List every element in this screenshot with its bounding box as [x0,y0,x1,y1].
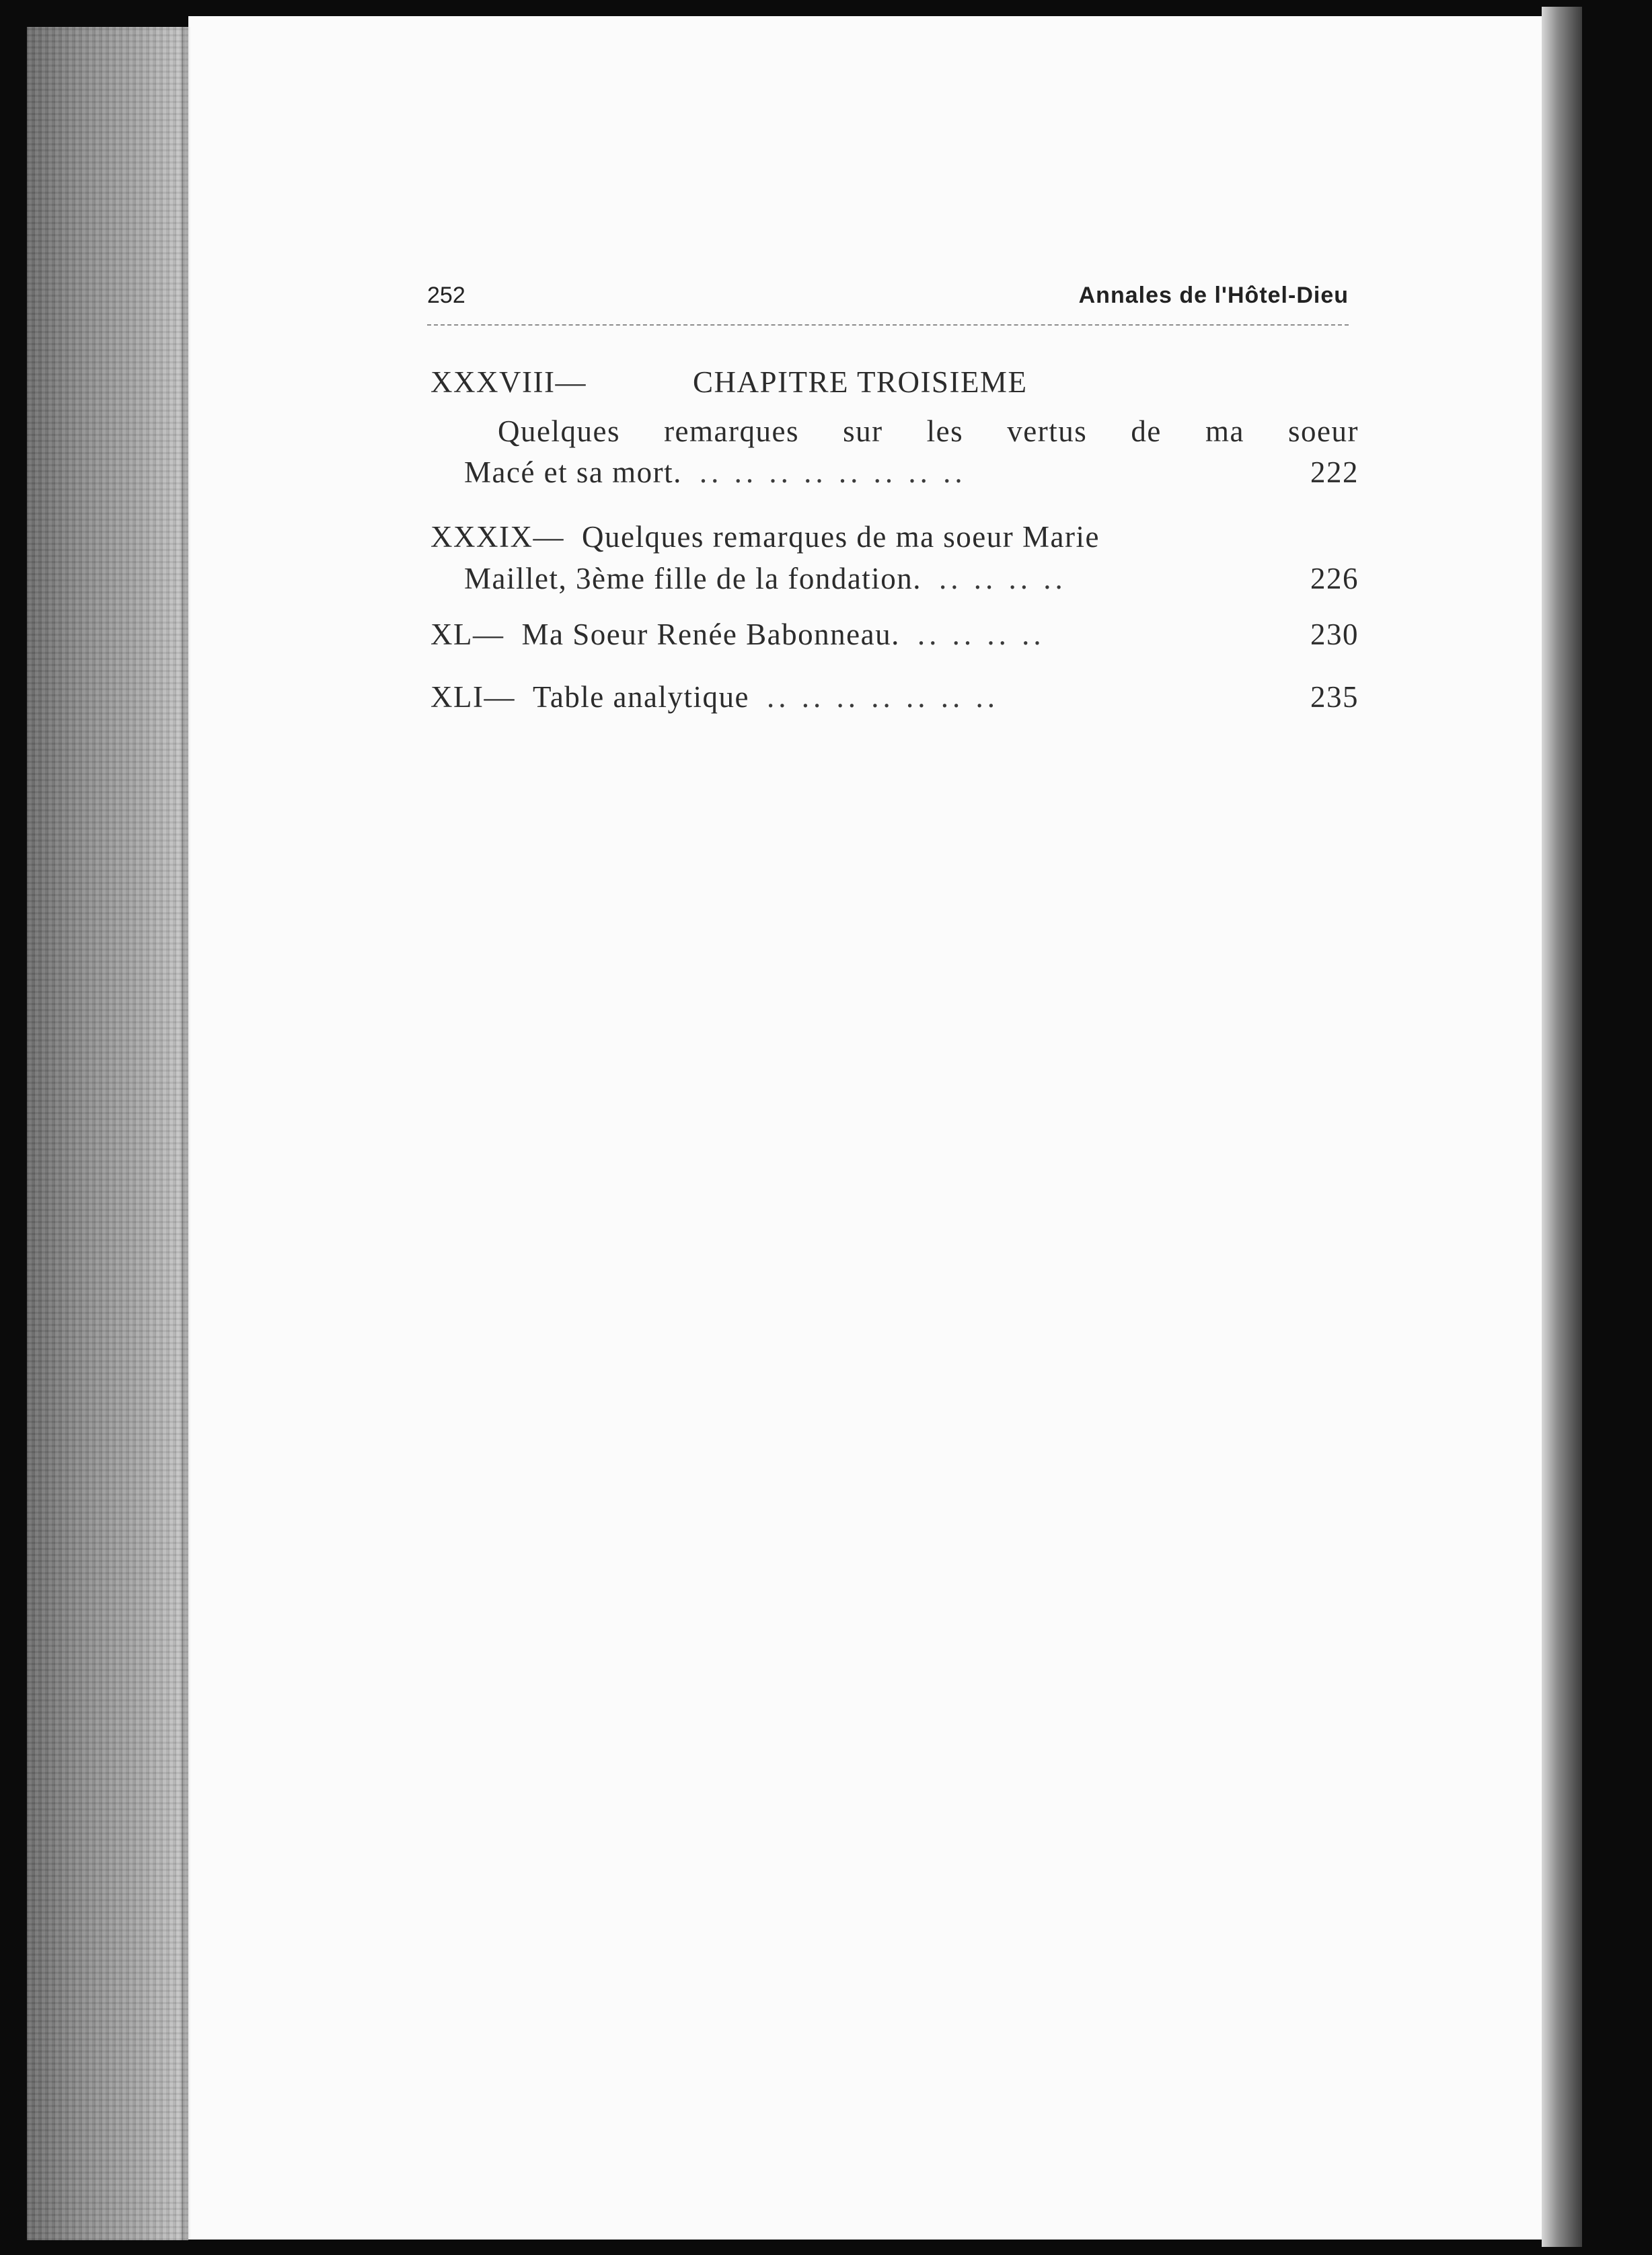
entry-text: Macé et sa mort. [464,455,682,489]
page [188,16,1554,2240]
toc-entry-41 [430,678,1359,716]
dot-leader: .. .. .. .. [917,618,1045,651]
page-number: 252 [427,283,465,308]
dot-leader: .. .. .. .. [939,562,1067,595]
page-header [427,283,1349,316]
toc-entry-38-line1: Quelques remarques sur les vertus de ma soeur [498,414,1359,448]
entry-text: Ma Soeur Renée Babonneau. [521,618,900,651]
running-title: Annales de l'Hôtel-Dieu [1078,283,1349,308]
toc-entry-40 [430,616,1359,653]
entry-text: Table analytique [532,680,749,714]
page-ref: 226 [1310,562,1359,595]
gutter-shadow [182,27,191,2240]
chapter-number: XXXVIII— [430,365,587,399]
book-page-edge [27,27,188,2240]
entry-number: XLI— [430,680,515,714]
chapter-heading [430,363,1359,401]
chapter-title: CHAPITRE TROISIEME [693,365,1028,399]
dot-leader: .. .. .. .. .. .. .. [766,680,999,714]
toc-entry-39-line2 [464,560,1359,597]
entry-text: Maillet, 3ème fille de la fondation. [464,562,922,595]
page-ref: 222 [1310,455,1359,489]
toc-entry-38-line2 [464,453,1359,491]
entry-number: XXXIX— [430,520,564,554]
toc-entry-39-line1 [430,518,1359,556]
page-ref: 235 [1310,680,1359,714]
page-ref: 230 [1310,618,1359,651]
dot-leader: .. .. .. .. .. .. .. .. [699,455,967,489]
entry-text: Quelques remarques de ma soeur Marie [581,520,1100,554]
entry-number: XL— [430,618,504,651]
right-page-edge [1542,7,1582,2247]
header-rule [427,324,1349,326]
